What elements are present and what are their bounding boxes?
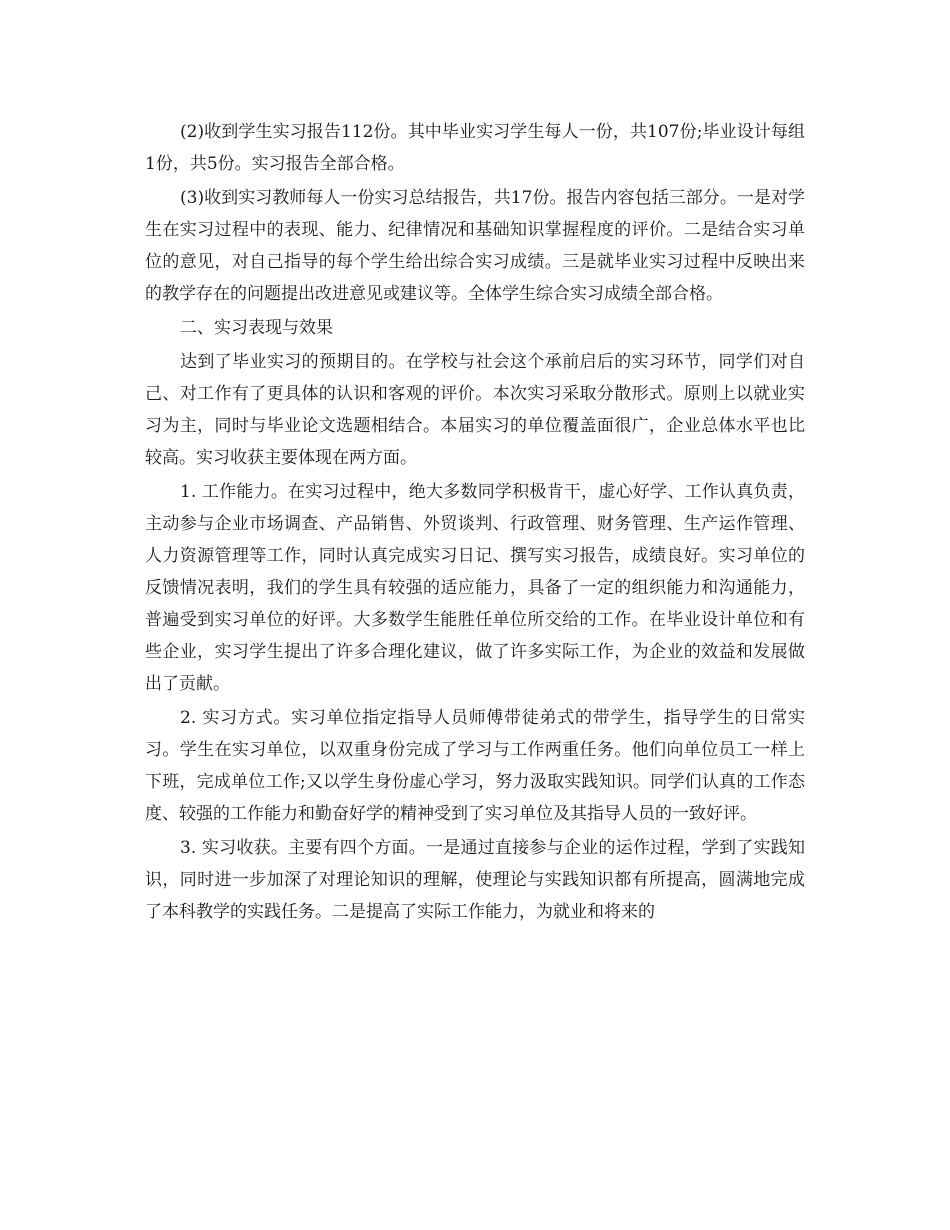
paragraph-teacher-summary: (3)收到实习教师每人一份实习总结报告，共17份。报告内容包括三部分。一是对学生在实习过程中的表现、能力、纪律情况和基础知识掌握程度的评价。二是结合实习单位的意见，对自己指导的每个学生给出综合实习成绩。三是就毕业实习过程中反映出来的教学存在的问题提出改进意见或建议等。全体学生综合实习成绩全部合格。 <box>145 188 805 304</box>
paragraph-internship-method: 2. 实习方式。实习单位指定指导人员师傅带徒弟式的带学生，指导学生的日常实习。学生在实习单位，以双重身份完成了学习与工作两重任务。他们向单位员工一样上下班，完成单位工作;又以学生身份虚心学习，努力汲取实践知识。同学们认真的工作态度、较强的工作能力和勤奋好学的精神受到了实习单位及其指导人员的一致好评。 <box>145 708 805 824</box>
paragraph-internship-gains: 3. 实习收获。主要有四个方面。一是通过直接参与企业的运作过程，学到了实践知识，同时进一步加深了对理论知识的理解，使理论与实践知识都有所提高，圆满地完成了本科教学的实践任务。二是提高了实际工作能力，为就业和将来的 <box>145 838 805 922</box>
section-heading-performance: 二、实习表现与效果 <box>180 318 333 338</box>
document-body <box>145 116 805 928</box>
paragraph-report-count: (2)收到学生实习报告112份。其中毕业实习学生每人一份，共107份;毕业设计每组1份，共5份。实习报告全部合格。 <box>145 122 805 174</box>
paragraph-goal: 达到了毕业实习的预期目的。在学校与社会这个承前启后的实习环节，同学们对自己、对工作有了更具体的认识和客观的评价。本次实习采取分散形式。原则上以就业实习为主，同时与毕业论文选题相结合。本届实习的单位覆盖面很广，企业总体水平也比较高。实习收获主要体现在两方面。 <box>145 352 805 468</box>
paragraph-work-ability: 1. 工作能力。在实习过程中，绝大多数同学积极肯干，虚心好学、工作认真负责，主动参与企业市场调查、产品销售、外贸谈判、行政管理、财务管理、生产运作管理、人力资源管理等工作，同时认真完成实习日记、撰写实习报告，成绩良好。实习单位的反馈情况表明，我们的学生具有较强的适应能力，具备了一定的组织能力和沟通能力，普遍受到实习单位的好评。大多数学生能胜任单位所交给的工作。在毕业设计单位和有些企业，实习学生提出了许多合理化建议，做了许多实际工作，为企业的效益和发展做出了贡献。 <box>145 482 805 694</box>
